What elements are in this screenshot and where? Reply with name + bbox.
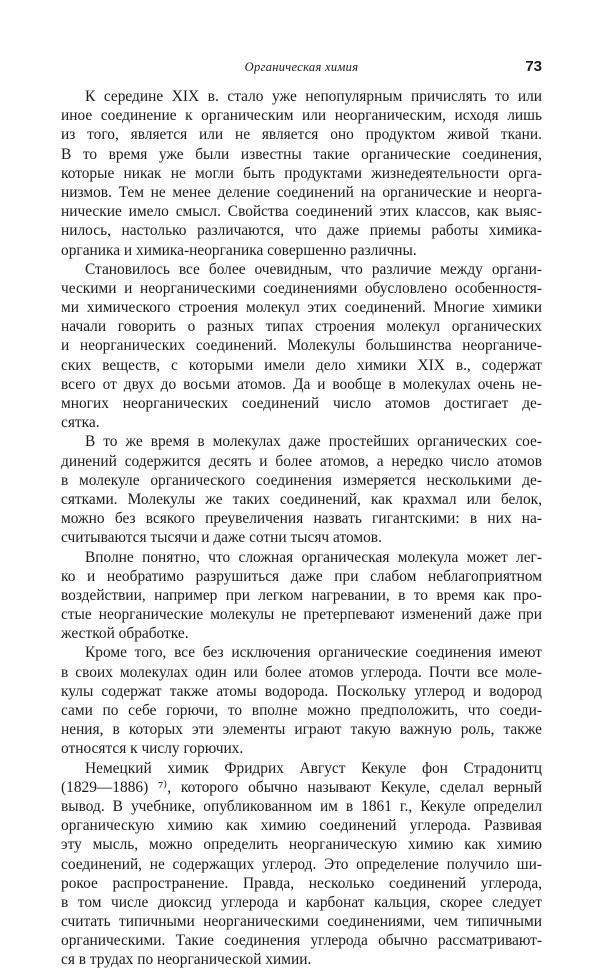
- text-line: динений содержится десять и более атомов, а нередко число атомов: [61, 452, 542, 470]
- text-line: которые никак не могли быть продуктами жизнедеятельности орга-: [61, 164, 542, 182]
- text-line: низмов. Тем не менее деление соединений на органические и неорга-: [61, 183, 542, 201]
- text-line: Вполне понятно, что сложная органическая молекула может лег-: [85, 548, 542, 566]
- text-line: сятка.: [61, 414, 100, 432]
- text-line: вывод. В учебнике, опубликованном им в 1861 г., Кекуле определил: [61, 797, 542, 815]
- text-line: органическую химию как химию соединений углерода. Развивая: [61, 817, 542, 835]
- text-line: многих неорганических соединений число атомов достигает де-: [61, 395, 542, 412]
- text-line: ся в трудах по неорганической химии.: [61, 951, 312, 969]
- text-line: ко и необратимо разрушиться даже при слабом неблагоприятном: [61, 567, 542, 585]
- text-line: К середине XIX в. стало уже непопулярным причислять то или: [85, 88, 542, 105]
- page-header: [61, 58, 542, 78]
- text-line: ческими и неорганическими соединениями обусловлено особенностя-: [61, 279, 542, 297]
- page-number: 73: [525, 58, 542, 75]
- text-line: эту мысль, можно определить неорганическую химию как химию: [61, 836, 542, 854]
- text-line: Становилось все более очевидным, что различие между органи-: [85, 260, 542, 278]
- text-line: сами по себе горючи, то вполне можно предположить, что соеди-: [61, 702, 542, 719]
- text-line: соединений, не содержащих углерод. Это определение получило ши-: [61, 855, 542, 873]
- text-line: относятся к числу горючих.: [61, 740, 244, 758]
- text-line: нилось, настолько различаются, что даже приемы работы химика-: [61, 222, 542, 240]
- text-line: иное соединение к органическим или неорганическим, исходя лишь: [61, 107, 542, 125]
- text-line: воздействии, например при легком нагревании, в то время как про-: [61, 586, 542, 604]
- text-line: органика и химика-неорганика совершенно различны.: [61, 241, 417, 259]
- text-line: считать типичными неорганическими соединениями, чем типичными: [61, 913, 542, 931]
- text-line: В то же время в молекулах даже простейших органических сое-: [85, 433, 542, 451]
- text-line: в том числе диоксид углерода и карбонат кальция, скорее следует: [61, 893, 542, 911]
- text-line: В то время уже были известны такие органические соединения,: [61, 145, 542, 163]
- body-text: [61, 87, 542, 970]
- text-line: начали говорить о разных типах строения молекул органических: [61, 318, 542, 336]
- text-line: стые неорганические молекулы не претерпевают изменений даже при: [61, 606, 542, 624]
- text-line: рокое распространение. Правда, несколько соединений углерода,: [61, 874, 542, 892]
- text-line: нения, в которых эти элементы играют такую важную роль, также: [61, 721, 542, 739]
- text-line: всего от двух до восьми атомов. Да и вообще в молекулах очень не-: [61, 375, 542, 393]
- running-title: Органическая химия: [244, 60, 359, 74]
- text-line: ми химического строения молекул этих соединений. Многие химики: [61, 299, 542, 317]
- text-line: из того, является или не является оно продуктом живой ткани.: [61, 126, 542, 144]
- text-line: жесткой обработке.: [61, 625, 189, 643]
- text-line: (1829—1886) ⁷⁾, которого обычно называют Кекуле, сделал верный: [61, 778, 542, 796]
- text-line: Немецкий химик Фридрих Август Кекуле фон Страдонитц: [85, 759, 542, 777]
- text-line: можно без всякого преувеличения назвать гигантскими: в них на-: [61, 510, 542, 528]
- text-line: и неорганических соединений. Молекулы большинства неорганиче-: [61, 337, 542, 355]
- text-line: кулы содержат также атомы водорода. Поскольку углерод и водород: [61, 682, 542, 700]
- text-line: сятками. Молекулы же таких соединений, как крахмал или белок,: [61, 490, 542, 508]
- text-line: в молекуле органического соединения измеряется несколькими де-: [61, 471, 542, 489]
- text-line: Кроме того, все без исключения органические соединения имеют: [85, 644, 542, 662]
- text-line: нические имело смысл. Свойства соединений этих классов, как выяс-: [61, 203, 542, 221]
- text-line: органическими. Такие соединения углерода обычно рассматривают-: [61, 932, 542, 950]
- text-line: ских веществ, с которыми имели дело химики XIX в., содержат: [61, 356, 542, 374]
- text-line: считываются тысячи и даже сотни тысяч атомов.: [61, 529, 382, 547]
- text-line: в своих молекулах один или более атомов углерода. Почти все моле-: [61, 663, 542, 681]
